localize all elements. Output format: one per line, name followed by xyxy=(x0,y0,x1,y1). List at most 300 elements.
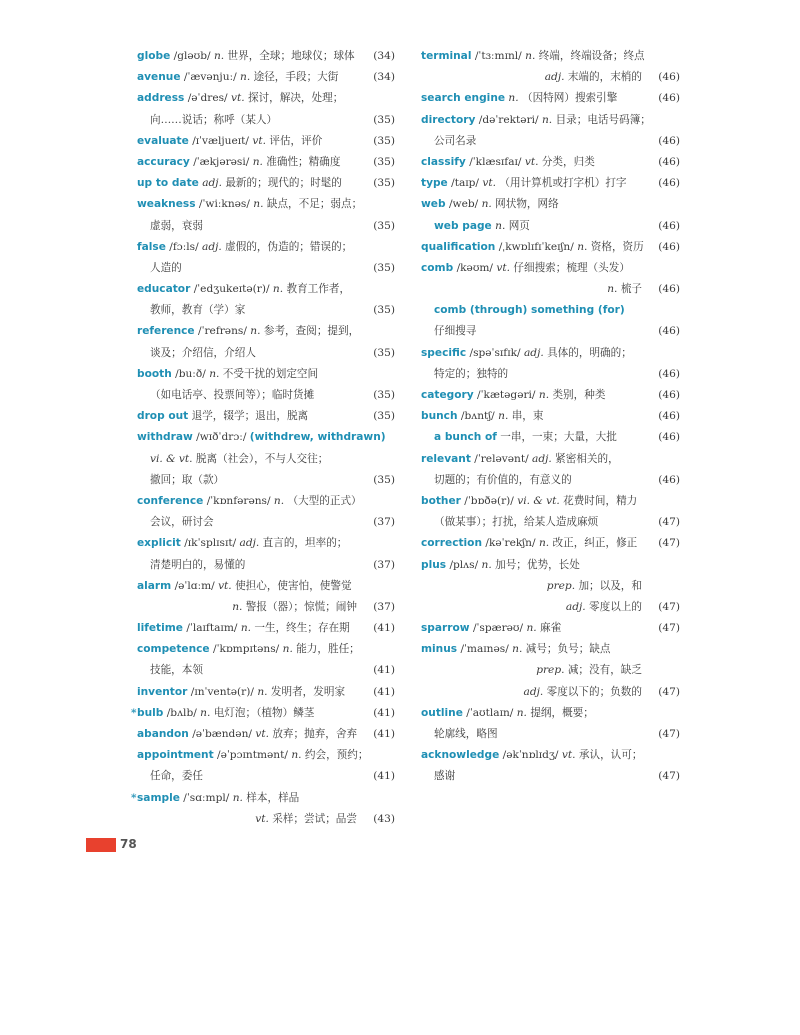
page-ref: (46) xyxy=(658,367,680,380)
glossary-entry xyxy=(421,703,680,724)
glossary-entry xyxy=(137,67,395,88)
definition: 梳子 xyxy=(620,283,642,296)
part-of-speech: n. xyxy=(538,537,550,550)
definition: 花费时间，精力 xyxy=(563,494,638,507)
page-ref: (46) xyxy=(658,219,680,232)
definition: 缺点，不足；弱点； xyxy=(266,198,363,211)
definition: 约会，预约； xyxy=(304,749,369,762)
definition: 类别，种类 xyxy=(552,389,606,401)
definition: （做某事）；打扰，给某人造成麻烦 xyxy=(434,516,599,529)
part-of-speech: n. xyxy=(253,198,264,211)
headword: sparrow xyxy=(421,622,470,635)
definition: 探讨，解决，处理； xyxy=(247,92,344,105)
phonetic: /ˈbɒðə(r)/ xyxy=(464,494,514,507)
glossary-entry xyxy=(421,427,680,448)
asterisk-mark: * xyxy=(131,791,137,804)
glossary-entry xyxy=(137,618,395,639)
page-ref: (46) xyxy=(658,92,680,105)
part-of-speech: vi. & vt. xyxy=(517,494,560,507)
phonetic: /bʌlb/ xyxy=(166,706,197,719)
page-ref: (47) xyxy=(658,728,680,740)
part-of-speech: adj. xyxy=(202,177,222,190)
glossary-entry-continuation xyxy=(137,470,395,491)
page-ref: (37) xyxy=(373,516,395,529)
glossary-entry-continuation xyxy=(137,555,395,576)
page-ref: (35) xyxy=(373,304,395,317)
definition: 向……说话；称呼（某人） xyxy=(150,113,278,126)
part-of-speech: vt. xyxy=(252,134,266,147)
phonetic: /kəˈrekʃn/ xyxy=(485,537,536,550)
glossary-entry xyxy=(421,449,680,470)
part-of-speech: adj. xyxy=(544,71,565,84)
definition: 退学，辍学；退出，脱离 xyxy=(191,410,309,423)
phonetic: /əˈlɑːm/ xyxy=(174,579,215,592)
definition: 警报（器）；惊慌；闹钟 xyxy=(245,600,357,613)
part-of-speech: vi. & vt. xyxy=(150,452,193,465)
page-number: 78 xyxy=(120,837,137,851)
glossary-entry xyxy=(421,152,680,173)
headword: weakness xyxy=(137,198,196,211)
headword: competence xyxy=(137,643,210,656)
definition: 发明者，发明家 xyxy=(270,685,346,698)
headword: acknowledge xyxy=(421,749,500,762)
part-of-speech: adj. xyxy=(239,537,260,550)
glossary-entry xyxy=(421,745,680,766)
phonetic: /fɔːls/ xyxy=(169,240,199,253)
glossary-entry xyxy=(421,300,680,321)
page-ref: (47) xyxy=(658,516,680,529)
page-ref: (35) xyxy=(373,473,395,486)
definition: 仔细搜索；梳理（头发） xyxy=(513,261,630,274)
page-ref: (46) xyxy=(658,283,680,296)
glossary-entry xyxy=(421,639,680,660)
headword: globe xyxy=(137,50,171,62)
headword: reference xyxy=(137,325,195,338)
part-of-speech: adj. xyxy=(565,600,586,613)
headword: false xyxy=(137,240,166,253)
page-ref: (46) xyxy=(658,431,680,444)
glossary-entry-continuation xyxy=(137,597,395,618)
phonetic: /ˈkɒmpɪtəns/ xyxy=(213,643,280,656)
glossary-entry-continuation xyxy=(421,321,680,342)
definition: 提纲，概要； xyxy=(530,706,594,719)
part-of-speech: prep. xyxy=(546,579,576,592)
glossary-entry xyxy=(421,618,680,639)
headword: category xyxy=(421,389,474,401)
glossary-entry xyxy=(421,555,680,576)
page-ref: (46) xyxy=(658,389,680,401)
glossary-entry xyxy=(137,279,395,300)
sub-headword: a bunch of xyxy=(434,431,497,444)
definition: 脱离（社会），不与人交往； xyxy=(195,452,329,465)
part-of-speech: n. xyxy=(200,706,211,719)
part-of-speech: n. xyxy=(282,643,293,656)
part-of-speech: vt. xyxy=(482,177,497,190)
glossary-entry xyxy=(137,745,395,766)
definition: （用计算机或打字机）打字 xyxy=(499,177,627,190)
headword: alarm xyxy=(137,579,172,592)
glossary-entry xyxy=(421,46,680,67)
definition: 清楚明白的，易懂的 xyxy=(150,558,246,571)
page-ref: (35) xyxy=(373,134,395,147)
part-of-speech: n. xyxy=(541,113,553,126)
glossary-entry-continuation xyxy=(137,512,395,533)
phonetic: /əˈpɔɪntmənt/ xyxy=(217,749,288,762)
part-of-speech: n. xyxy=(209,367,220,380)
part-of-speech: vt. xyxy=(255,812,269,825)
headword: sample xyxy=(137,791,180,804)
definition: 零度以下的；负数的 xyxy=(546,685,642,698)
phonetic: /ˈspærəʊ/ xyxy=(472,622,524,635)
glossary-entry-continuation xyxy=(421,470,680,491)
sub-headword: comb (through) something (for) xyxy=(434,304,625,317)
page-ref: (46) xyxy=(658,134,680,147)
glossary-entry xyxy=(421,88,680,109)
definition: （如电话亭、投票间等）；临时货摊 xyxy=(150,389,315,401)
headword: inventor xyxy=(137,685,188,698)
phonetic: /ˈsɑːmpl/ xyxy=(183,791,230,804)
glossary-entry-continuation xyxy=(137,300,395,321)
part-of-speech: n. xyxy=(213,50,225,62)
headword: accuracy xyxy=(137,155,190,168)
phonetic: /taɪp/ xyxy=(451,177,480,190)
page-ref: (37) xyxy=(373,558,395,571)
definition: 任命，委任 xyxy=(150,770,203,783)
glossary-entry xyxy=(131,788,395,809)
glossary-entry-continuation xyxy=(421,279,680,300)
headword: outline xyxy=(421,706,463,719)
definition: 电灯泡；（植物）鳞茎 xyxy=(213,706,315,719)
definition: 技能，本领 xyxy=(150,664,203,677)
headword: plus xyxy=(421,558,447,571)
definition: 不受干扰的划定空间 xyxy=(222,367,319,380)
definition: 人造的 xyxy=(150,261,182,274)
part-of-speech: n. xyxy=(538,389,550,401)
phonetic: /ˌkwɒlɪfɪˈkeɪʃn/ xyxy=(498,240,574,253)
part-of-speech: adj. xyxy=(532,452,552,465)
page-ref: (37) xyxy=(373,600,395,613)
page-ref: (46) xyxy=(658,155,680,168)
glossary-entry xyxy=(137,533,395,554)
headword: terminal xyxy=(421,50,472,62)
glossary-entry xyxy=(137,491,395,512)
glossary-entry xyxy=(137,194,395,215)
headword: bulb xyxy=(137,706,164,719)
glossary-entry xyxy=(137,237,395,258)
definition: 使担心，使害怕，使警觉 xyxy=(235,579,352,592)
glossary-right-column xyxy=(421,46,680,788)
definition: 承认，认可； xyxy=(578,749,643,762)
definition: 加号；优势，长处 xyxy=(495,558,580,571)
headword: appointment xyxy=(137,749,214,762)
page-ref: (47) xyxy=(658,600,680,613)
definition: 零度以上的 xyxy=(589,600,642,613)
definition: 虚弱，衰弱 xyxy=(150,219,203,232)
definition: 具体的，明确的； xyxy=(547,346,632,359)
headword: classify xyxy=(421,155,466,168)
page-ref: (47) xyxy=(658,685,680,698)
glossary-entry-continuation xyxy=(421,766,680,787)
sub-headword: web page xyxy=(434,219,492,232)
glossary-entry-continuation xyxy=(137,343,395,364)
phonetic: /ˈrefrəns/ xyxy=(198,325,247,338)
glossary-entry xyxy=(421,110,680,131)
glossary-entry xyxy=(421,343,680,364)
glossary-entry xyxy=(137,152,395,173)
definition: （大型的正式） xyxy=(287,494,362,507)
glossary-entry xyxy=(421,237,680,258)
definition: 撤回；取（款） xyxy=(150,473,225,486)
definition: 教育工作者， xyxy=(286,283,351,296)
part-of-speech: n. xyxy=(240,71,251,84)
part-of-speech: prep. xyxy=(536,664,565,677)
glossary-entry xyxy=(137,46,395,67)
page-ref: (35) xyxy=(373,389,395,401)
glossary-entry xyxy=(137,639,395,660)
headword: bother xyxy=(421,494,461,507)
phonetic: /ˈwiːknəs/ xyxy=(198,198,250,211)
phonetic: /gləʊb/ xyxy=(173,50,211,62)
page-ref: (35) xyxy=(373,346,395,359)
part-of-speech: n. xyxy=(498,410,509,423)
page-ref: (46) xyxy=(658,71,680,84)
glossary-entry xyxy=(137,364,395,385)
part-of-speech: n. xyxy=(273,494,285,507)
phonetic: /ˈklæsɪfaɪ/ xyxy=(469,155,522,168)
part-of-speech: n. xyxy=(291,749,302,762)
page-ref: (35) xyxy=(373,113,395,126)
headword: minus xyxy=(421,643,458,656)
headword: search engine xyxy=(421,92,506,105)
headword: relevant xyxy=(421,452,471,465)
definition: 目录；电话号码簿； xyxy=(555,113,651,126)
definition: 特定的；独特的 xyxy=(434,367,509,380)
definition: 减；没有，缺乏 xyxy=(567,664,642,677)
part-of-speech: n. xyxy=(508,92,519,105)
phonetic: /əˈbændən/ xyxy=(192,728,252,740)
part-of-speech: n. xyxy=(495,219,506,232)
glossary-entry xyxy=(421,385,680,406)
definition: 末端的，末梢的 xyxy=(567,71,642,84)
definition: 评估，评价 xyxy=(269,134,323,147)
glossary-entry-continuation xyxy=(137,449,395,470)
definition: 轮廓线，略图 xyxy=(434,728,498,740)
page-ref: (35) xyxy=(373,155,395,168)
page-ref: (47) xyxy=(658,622,680,635)
page-ref: (41) xyxy=(373,706,395,719)
headword: address xyxy=(137,92,185,105)
definition: 资格，资历 xyxy=(590,240,644,253)
glossary-entry xyxy=(421,194,680,215)
definition: 串，束 xyxy=(511,410,544,423)
definition: （因特网）搜索引擎 xyxy=(522,92,618,105)
part-of-speech: n. xyxy=(240,622,252,635)
phonetic: /ˈreləvənt/ xyxy=(474,452,529,465)
glossary-entry-continuation xyxy=(137,809,395,830)
headword: type xyxy=(421,177,448,190)
phonetic: /buːð/ xyxy=(175,367,206,380)
phonetic: /ɪkˈsplɪsɪt/ xyxy=(184,537,237,550)
glossary-entry-continuation xyxy=(137,258,395,279)
glossary-entry xyxy=(421,533,680,554)
headword: withdraw xyxy=(137,431,193,444)
definition: 会议，研讨会 xyxy=(150,516,214,529)
part-of-speech: adj. xyxy=(523,346,544,359)
part-of-speech: vt. xyxy=(496,261,511,274)
page-ref: (35) xyxy=(373,261,395,274)
page-ref: (47) xyxy=(658,537,680,550)
part-of-speech: n. xyxy=(250,325,261,338)
headword: educator xyxy=(137,283,191,296)
phonetic: /ˈtɜːmɪnl/ xyxy=(474,50,522,62)
phonetic: /plʌs/ xyxy=(449,558,479,571)
headword: specific xyxy=(421,346,467,359)
glossary-entry-continuation xyxy=(137,216,395,237)
page-ref: (46) xyxy=(658,240,680,253)
part-of-speech: n. xyxy=(516,706,527,719)
definition: 公司名录 xyxy=(434,134,477,147)
headword: conference xyxy=(137,494,204,507)
definition: 感谢 xyxy=(434,770,456,783)
phonetic: /ˈlaɪftaɪm/ xyxy=(186,622,238,635)
part-of-speech: n. xyxy=(526,622,537,635)
phonetic: /əkˈnɒlɪdʒ/ xyxy=(502,749,559,762)
definition: 虚假的，伪造的；错误的； xyxy=(225,240,353,253)
glossary-entry-continuation xyxy=(137,110,395,131)
glossary-entry-continuation xyxy=(421,724,680,745)
headword: correction xyxy=(421,537,482,550)
part-of-speech: n. xyxy=(232,600,243,613)
glossary-entry-continuation xyxy=(137,385,395,406)
glossary-entry xyxy=(137,576,395,597)
definition: 直言的，坦率的； xyxy=(262,537,348,550)
definition: 分类，归类 xyxy=(541,155,595,168)
page-ref: (34) xyxy=(373,50,395,62)
definition: 加；以及，和 xyxy=(578,579,642,592)
phonetic: /ˈkætəgəri/ xyxy=(477,389,536,401)
part-of-speech: adj. xyxy=(202,240,222,253)
glossary-entry xyxy=(421,258,680,279)
footer-accent-bar xyxy=(86,838,116,852)
part-of-speech: n. xyxy=(607,283,618,296)
definition: 最新的；现代的；时髦的 xyxy=(225,177,342,190)
page-ref: (35) xyxy=(373,177,395,190)
glossary-entry-continuation xyxy=(137,766,395,787)
phonetic: /kəʊm/ xyxy=(456,261,494,274)
headword: directory xyxy=(421,113,476,126)
glossary-entry xyxy=(421,406,680,427)
part-of-speech: vt. xyxy=(561,749,576,762)
definition: 采样；尝试；品尝 xyxy=(272,812,357,825)
headword: web xyxy=(421,198,446,211)
glossary-entry-continuation xyxy=(421,576,680,597)
glossary-entry-continuation xyxy=(421,67,680,88)
phonetic: /ɪnˈventə(r)/ xyxy=(190,685,254,698)
definition: 样本，样品 xyxy=(246,791,300,804)
headword: abandon xyxy=(137,728,189,740)
page-ref: (41) xyxy=(373,664,395,677)
headword: explicit xyxy=(137,537,181,550)
verb-forms: (withdrew, withdrawn) xyxy=(249,431,386,444)
glossary-entry xyxy=(137,131,395,152)
glossary-entry xyxy=(137,682,395,703)
glossary-entry xyxy=(137,321,395,342)
definition: 能力，胜任； xyxy=(296,643,360,656)
glossary-left-column xyxy=(131,46,395,830)
glossary-entry xyxy=(421,173,680,194)
glossary-entry xyxy=(137,173,395,194)
definition: 参考，查阅；提到， xyxy=(263,325,360,338)
headword: comb xyxy=(421,261,454,274)
page-ref: (46) xyxy=(658,177,680,190)
page-ref: (35) xyxy=(373,410,395,423)
glossary-entry xyxy=(421,491,680,512)
part-of-speech: n. xyxy=(577,240,588,253)
glossary-entry xyxy=(137,427,395,448)
part-of-speech: n. xyxy=(272,283,284,296)
phonetic: /ˈækjərəsi/ xyxy=(193,155,250,168)
definition: 途径，手段；大街 xyxy=(253,71,339,84)
headword: up to date xyxy=(137,177,199,190)
part-of-speech: n. xyxy=(252,155,263,168)
part-of-speech: vt. xyxy=(218,579,232,592)
definition: 一串，一束；大量，大批 xyxy=(500,431,617,444)
definition: 切题的；有价值的，有意义的 xyxy=(434,473,572,486)
page-ref: (41) xyxy=(373,685,395,698)
headword: bunch xyxy=(421,410,458,423)
glossary-entry-continuation xyxy=(421,597,680,618)
phonetic: /dəˈrektəri/ xyxy=(478,113,539,126)
definition: 终端，终端设备；终点 xyxy=(538,50,645,62)
glossary-entry-continuation xyxy=(421,682,680,703)
part-of-speech: n. xyxy=(232,791,243,804)
phonetic: /ˈkɒnfərəns/ xyxy=(206,494,271,507)
page-ref: (41) xyxy=(373,622,395,635)
definition: 一生，终生；存在期 xyxy=(254,622,350,635)
phonetic: /ˈedʒukeɪtə(r)/ xyxy=(193,283,270,296)
asterisk-mark: * xyxy=(131,706,137,719)
glossary-entry xyxy=(421,216,680,237)
page-ref: (41) xyxy=(373,728,395,740)
definition: 网状物，网络 xyxy=(495,198,559,211)
part-of-speech: adj. xyxy=(523,685,544,698)
definition: 谈及；介绍信，介绍人 xyxy=(150,346,256,359)
page-ref: (46) xyxy=(658,325,680,338)
part-of-speech: vt. xyxy=(255,728,269,740)
headword: booth xyxy=(137,367,172,380)
definition: 紧密相关的， xyxy=(555,452,619,465)
definition: 仔细搜寻 xyxy=(434,325,477,338)
glossary-entry-continuation xyxy=(421,512,680,533)
definition: 教师，教育（学）家 xyxy=(150,304,246,317)
part-of-speech: vt. xyxy=(524,155,539,168)
glossary-entry xyxy=(137,88,395,109)
part-of-speech: n. xyxy=(481,198,492,211)
definition: 世界，全球；地球仪；球体 xyxy=(227,50,355,62)
definition: 减号；负号；缺点 xyxy=(525,643,611,656)
definition: 放弃；抛弃，舍弃 xyxy=(272,728,358,740)
phonetic: /əˈdres/ xyxy=(187,92,228,105)
phonetic: /wɪðˈdrɔː/ xyxy=(196,431,247,444)
phonetic: /ˈmaɪnəs/ xyxy=(460,643,509,656)
definition: 准确性；精确度 xyxy=(266,155,341,168)
page-ref: (46) xyxy=(658,410,680,423)
phonetic: /web/ xyxy=(448,198,479,211)
page-ref: (35) xyxy=(373,219,395,232)
part-of-speech: vt. xyxy=(230,92,245,105)
glossary-entry-continuation xyxy=(137,660,395,681)
phonetic: /spəˈsɪfɪk/ xyxy=(469,346,521,359)
